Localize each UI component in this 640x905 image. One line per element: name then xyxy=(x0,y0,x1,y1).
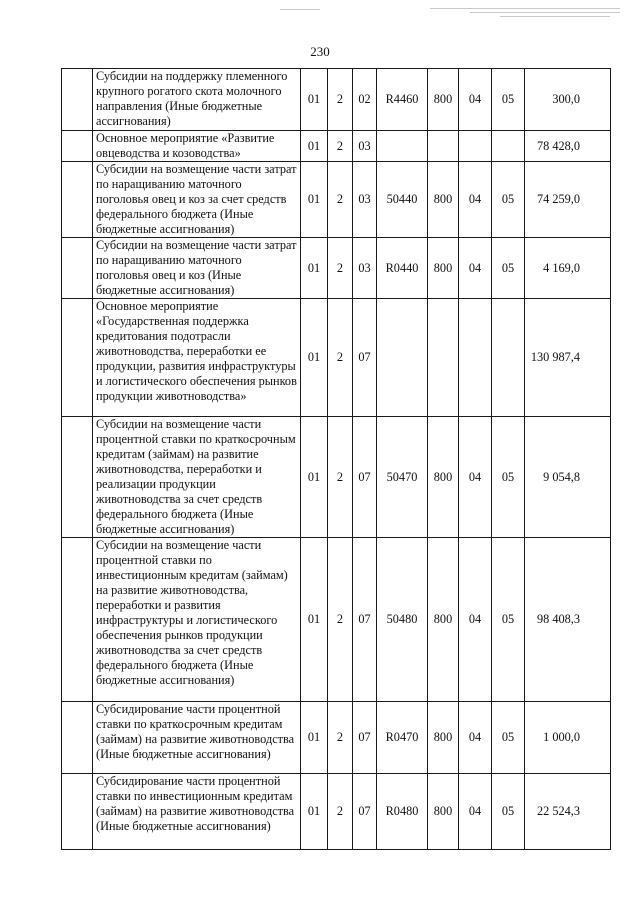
blank-cell xyxy=(62,538,93,702)
amount-cell: 98 408,3 xyxy=(525,538,611,702)
subsection-cell xyxy=(492,299,525,417)
subsection-cell xyxy=(492,131,525,162)
program-code-cell: 01 xyxy=(301,131,328,162)
page-number: 230 xyxy=(310,44,330,59)
subsection-cell: 05 xyxy=(492,774,525,850)
subprogram-code-cell: 2 xyxy=(328,299,353,417)
amount-cell: 1 000,0 xyxy=(525,702,611,774)
item-name-cell: Субсидии на возмещение части затрат по наращиванию маточного поголовья овец и коз (Иные бюджетные ассигнования) xyxy=(93,238,301,299)
program-code-cell: 01 xyxy=(301,238,328,299)
expense-type-cell: 800 xyxy=(428,417,459,538)
subprogram-code-cell: 2 xyxy=(328,131,353,162)
expense-type-cell xyxy=(428,131,459,162)
subprogram-code-cell: 2 xyxy=(328,417,353,538)
program-code-cell: 01 xyxy=(301,538,328,702)
expense-type-cell: 800 xyxy=(428,538,459,702)
item-name-cell: Субсидии на возмещение части затрат по наращиванию маточного поголовья овец и коз за счет средств федерального бюджета (Иные бюджетные ассигнования) xyxy=(93,162,301,238)
direction-code-cell: R4460 xyxy=(377,69,428,131)
section-cell: 04 xyxy=(459,774,492,850)
blank-cell xyxy=(62,238,93,299)
direction-code-cell xyxy=(377,299,428,417)
direction-code-cell: 50470 xyxy=(377,417,428,538)
program-code-cell: 01 xyxy=(301,702,328,774)
item-name-cell: Субсидии на поддержку племенного крупного рогатого скота молочного направления (Иные бюджетные ассигнования) xyxy=(93,69,301,131)
amount-cell: 4 169,0 xyxy=(525,238,611,299)
table-row xyxy=(62,69,611,131)
direction-code-cell: 50440 xyxy=(377,162,428,238)
measure-code-cell: 03 xyxy=(353,162,377,238)
item-name-cell: Субсидирование части процентной ставки по краткосрочным кредитам (займам) на развитие животноводства (Иные бюджетные ассигнования) xyxy=(93,702,301,774)
item-name-cell: Субсидирование части процентной ставки по инвестиционным кредитам (займам) на развитие животноводства (Иные бюджетные ассигнования) xyxy=(93,774,301,850)
section-cell: 04 xyxy=(459,538,492,702)
subsection-cell: 05 xyxy=(492,238,525,299)
table-row xyxy=(62,162,611,238)
subprogram-code-cell: 2 xyxy=(328,162,353,238)
section-cell: 04 xyxy=(459,162,492,238)
amount-cell: 300,0 xyxy=(525,69,611,131)
subprogram-code-cell: 2 xyxy=(328,69,353,131)
measure-code-cell: 07 xyxy=(353,702,377,774)
program-code-cell: 01 xyxy=(301,69,328,131)
amount-cell: 130 987,4 xyxy=(525,299,611,417)
amount-cell: 22 524,3 xyxy=(525,774,611,850)
expense-type-cell: 800 xyxy=(428,774,459,850)
measure-code-cell: 07 xyxy=(353,774,377,850)
expense-type-cell: 800 xyxy=(428,702,459,774)
expense-type-cell: 800 xyxy=(428,69,459,131)
blank-cell xyxy=(62,162,93,238)
table-row xyxy=(62,538,611,702)
table-row xyxy=(62,131,611,162)
blank-cell xyxy=(62,417,93,538)
section-cell: 04 xyxy=(459,69,492,131)
item-name-cell: Субсидии на возмещение части процентной ставки по инвестиционным кредитам (займам) на развитие животноводства, переработки и развития инфраструктуры и логистического обеспечения рынков продукции животноводства за счет средств федерального бюджета (Иные бюджетные ассигнования) xyxy=(93,538,301,702)
section-cell: 04 xyxy=(459,702,492,774)
item-name-cell: Основное мероприятие «Государственная поддержка кредитования подотрасли животноводства, переработки ее продукции, развития инфраструктуры и логистического обеспечения рынков продукции животноводства» xyxy=(93,299,301,417)
program-code-cell: 01 xyxy=(301,417,328,538)
subsection-cell: 05 xyxy=(492,417,525,538)
table-row xyxy=(62,299,611,417)
expense-type-cell xyxy=(428,299,459,417)
item-name-cell: Основное мероприятие «Развитие овцеводства и козоводства» xyxy=(93,131,301,162)
blank-cell xyxy=(62,702,93,774)
table-row xyxy=(62,702,611,774)
program-code-cell: 01 xyxy=(301,774,328,850)
blank-cell xyxy=(62,69,93,131)
subprogram-code-cell: 2 xyxy=(328,702,353,774)
item-name-cell: Субсидии на возмещение части процентной ставки по краткосрочным кредитам (займам) на развитие животноводства, переработки и реализации продукции животноводства за счет средств федерального бюджета (Иные бюджетные ассигнования) xyxy=(93,417,301,538)
section-cell xyxy=(459,299,492,417)
program-code-cell: 01 xyxy=(301,299,328,417)
subprogram-code-cell: 2 xyxy=(328,774,353,850)
table-row xyxy=(62,417,611,538)
measure-code-cell: 07 xyxy=(353,538,377,702)
blank-cell xyxy=(62,131,93,162)
direction-code-cell xyxy=(377,131,428,162)
measure-code-cell: 07 xyxy=(353,299,377,417)
subsection-cell: 05 xyxy=(492,162,525,238)
direction-code-cell: R0440 xyxy=(377,238,428,299)
expense-type-cell: 800 xyxy=(428,162,459,238)
subsection-cell: 05 xyxy=(492,702,525,774)
measure-code-cell: 03 xyxy=(353,238,377,299)
budget-table xyxy=(61,68,611,850)
amount-cell: 9 054,8 xyxy=(525,417,611,538)
section-cell xyxy=(459,131,492,162)
subsection-cell: 05 xyxy=(492,538,525,702)
direction-code-cell: R0480 xyxy=(377,774,428,850)
amount-cell: 78 428,0 xyxy=(525,131,611,162)
measure-code-cell: 03 xyxy=(353,131,377,162)
table-row xyxy=(62,238,611,299)
section-cell: 04 xyxy=(459,417,492,538)
expense-type-cell: 800 xyxy=(428,238,459,299)
subprogram-code-cell: 2 xyxy=(328,538,353,702)
section-cell: 04 xyxy=(459,238,492,299)
subsection-cell: 05 xyxy=(492,69,525,131)
blank-cell xyxy=(62,299,93,417)
amount-cell: 74 259,0 xyxy=(525,162,611,238)
measure-code-cell: 02 xyxy=(353,69,377,131)
program-code-cell: 01 xyxy=(301,162,328,238)
direction-code-cell: R0470 xyxy=(377,702,428,774)
direction-code-cell: 50480 xyxy=(377,538,428,702)
subprogram-code-cell: 2 xyxy=(328,238,353,299)
measure-code-cell: 07 xyxy=(353,417,377,538)
table-row xyxy=(62,774,611,850)
blank-cell xyxy=(62,774,93,850)
